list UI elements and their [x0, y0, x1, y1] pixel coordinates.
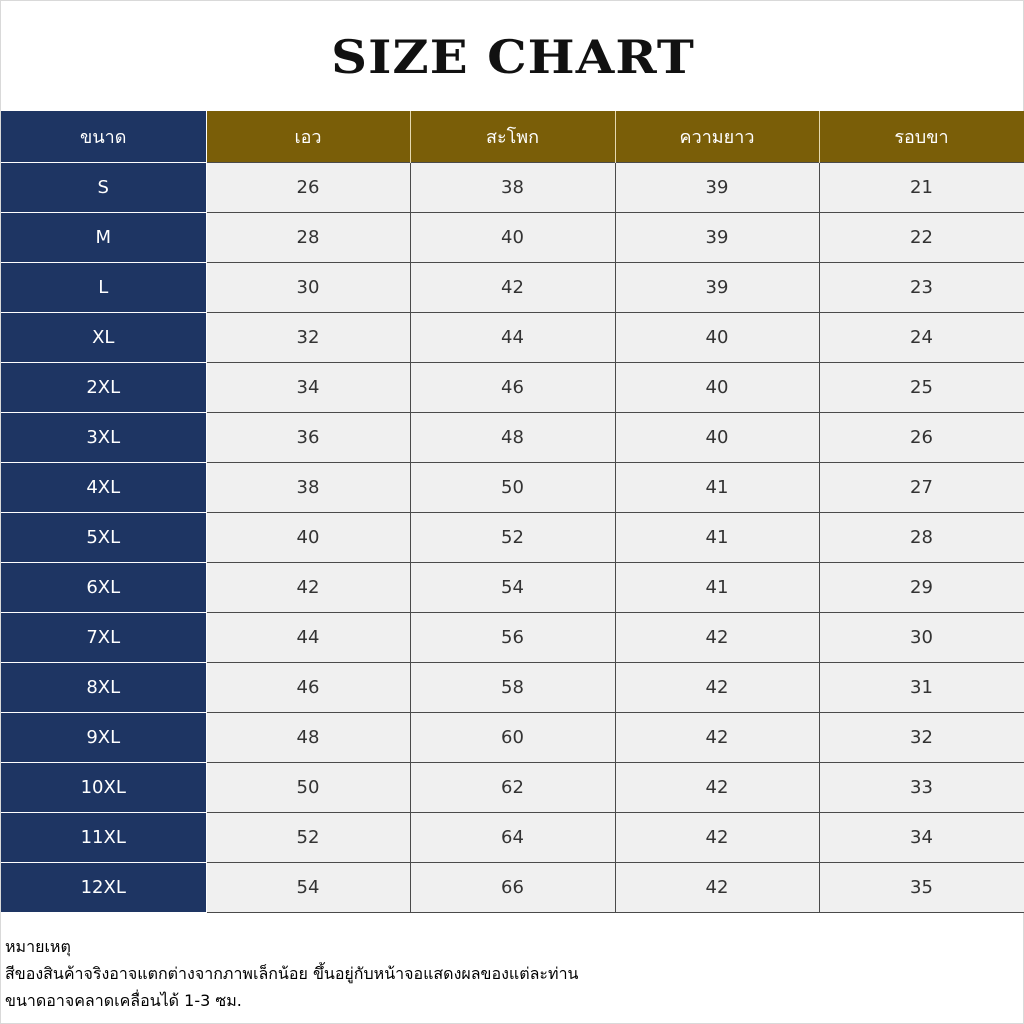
cell-length: 39: [615, 212, 819, 262]
cell-leg-opening: 27: [819, 462, 1024, 512]
header-size: ขนาด: [1, 111, 206, 162]
cell-hip: 46: [410, 362, 615, 412]
cell-size: 3XL: [1, 412, 206, 462]
cell-size: XL: [1, 312, 206, 362]
table-row: [1, 712, 1024, 762]
cell-hip: 50: [410, 462, 615, 512]
cell-hip: 42: [410, 262, 615, 312]
cell-length: 42: [615, 812, 819, 862]
cell-length: 42: [615, 662, 819, 712]
cell-leg-opening: 32: [819, 712, 1024, 762]
cell-length: 41: [615, 462, 819, 512]
cell-hip: 40: [410, 212, 615, 262]
table-row: [1, 662, 1024, 712]
table-row: [1, 562, 1024, 612]
table-row: [1, 812, 1024, 862]
cell-hip: 56: [410, 612, 615, 662]
cell-waist: 50: [206, 762, 410, 812]
header-waist: เอว: [206, 111, 410, 162]
cell-leg-opening: 30: [819, 612, 1024, 662]
cell-leg-opening: 33: [819, 762, 1024, 812]
cell-length: 40: [615, 312, 819, 362]
cell-waist: 52: [206, 812, 410, 862]
cell-leg-opening: 23: [819, 262, 1024, 312]
cell-waist: 28: [206, 212, 410, 262]
cell-length: 40: [615, 412, 819, 462]
note-line-color: สีของสินค้าจริงอาจแตกต่างจากภาพเล็กน้อย ขึ้นอยู่กับหน้าจอแสดงผลของแต่ละท่าน: [5, 964, 579, 983]
size-table: [1, 111, 1024, 913]
cell-hip: 64: [410, 812, 615, 862]
table-row: [1, 312, 1024, 362]
cell-leg-opening: 25: [819, 362, 1024, 412]
cell-length: 42: [615, 612, 819, 662]
table-row: [1, 412, 1024, 462]
cell-hip: 66: [410, 862, 615, 912]
cell-size: M: [1, 212, 206, 262]
cell-hip: 60: [410, 712, 615, 762]
cell-waist: 42: [206, 562, 410, 612]
table-row: [1, 212, 1024, 262]
table-row: [1, 162, 1024, 212]
cell-waist: 40: [206, 512, 410, 562]
header-leg-opening: รอบขา: [819, 111, 1024, 162]
table-row: [1, 462, 1024, 512]
cell-waist: 46: [206, 662, 410, 712]
cell-size: 4XL: [1, 462, 206, 512]
table-row: [1, 512, 1024, 562]
cell-length: 41: [615, 562, 819, 612]
cell-size: 9XL: [1, 712, 206, 762]
cell-waist: 38: [206, 462, 410, 512]
cell-size: 2XL: [1, 362, 206, 412]
note-line-tolerance: ขนาดอาจคลาดเคลื่อนได้ 1-3 ซม.: [5, 991, 242, 1010]
table-row: [1, 362, 1024, 412]
cell-leg-opening: 28: [819, 512, 1024, 562]
cell-waist: 44: [206, 612, 410, 662]
table-row: [1, 762, 1024, 812]
cell-waist: 34: [206, 362, 410, 412]
cell-waist: 32: [206, 312, 410, 362]
cell-length: 39: [615, 262, 819, 312]
cell-size: 5XL: [1, 512, 206, 562]
cell-length: 40: [615, 362, 819, 412]
cell-hip: 48: [410, 412, 615, 462]
cell-waist: 36: [206, 412, 410, 462]
cell-leg-opening: 26: [819, 412, 1024, 462]
table-row: [1, 862, 1024, 912]
cell-waist: 26: [206, 162, 410, 212]
table-row: [1, 612, 1024, 662]
cell-leg-opening: 24: [819, 312, 1024, 362]
cell-hip: 62: [410, 762, 615, 812]
cell-leg-opening: 22: [819, 212, 1024, 262]
cell-length: 42: [615, 712, 819, 762]
cell-leg-opening: 31: [819, 662, 1024, 712]
cell-size: 8XL: [1, 662, 206, 712]
cell-leg-opening: 34: [819, 812, 1024, 862]
cell-waist: 30: [206, 262, 410, 312]
header-row: [1, 111, 1024, 162]
cell-length: 39: [615, 162, 819, 212]
page-title: SIZE CHART: [331, 30, 695, 84]
cell-size: 7XL: [1, 612, 206, 662]
cell-size: L: [1, 262, 206, 312]
cell-size: S: [1, 162, 206, 212]
cell-leg-opening: 35: [819, 862, 1024, 912]
header-hip: สะโพก: [410, 111, 615, 162]
cell-size: 10XL: [1, 762, 206, 812]
cell-leg-opening: 29: [819, 562, 1024, 612]
cell-size: 11XL: [1, 812, 206, 862]
cell-size: 6XL: [1, 562, 206, 612]
table-row: [1, 262, 1024, 312]
cell-hip: 58: [410, 662, 615, 712]
cell-length: 42: [615, 762, 819, 812]
cell-hip: 38: [410, 162, 615, 212]
cell-waist: 48: [206, 712, 410, 762]
cell-hip: 54: [410, 562, 615, 612]
note-heading: หมายเหตุ: [5, 937, 71, 956]
table-body: [1, 162, 1024, 912]
cell-size: 12XL: [1, 862, 206, 912]
cell-waist: 54: [206, 862, 410, 912]
cell-length: 41: [615, 512, 819, 562]
header-length: ความยาว: [615, 111, 819, 162]
cell-hip: 44: [410, 312, 615, 362]
cell-length: 42: [615, 862, 819, 912]
note-section: [5, 933, 1015, 1014]
cell-hip: 52: [410, 512, 615, 562]
cell-leg-opening: 21: [819, 162, 1024, 212]
